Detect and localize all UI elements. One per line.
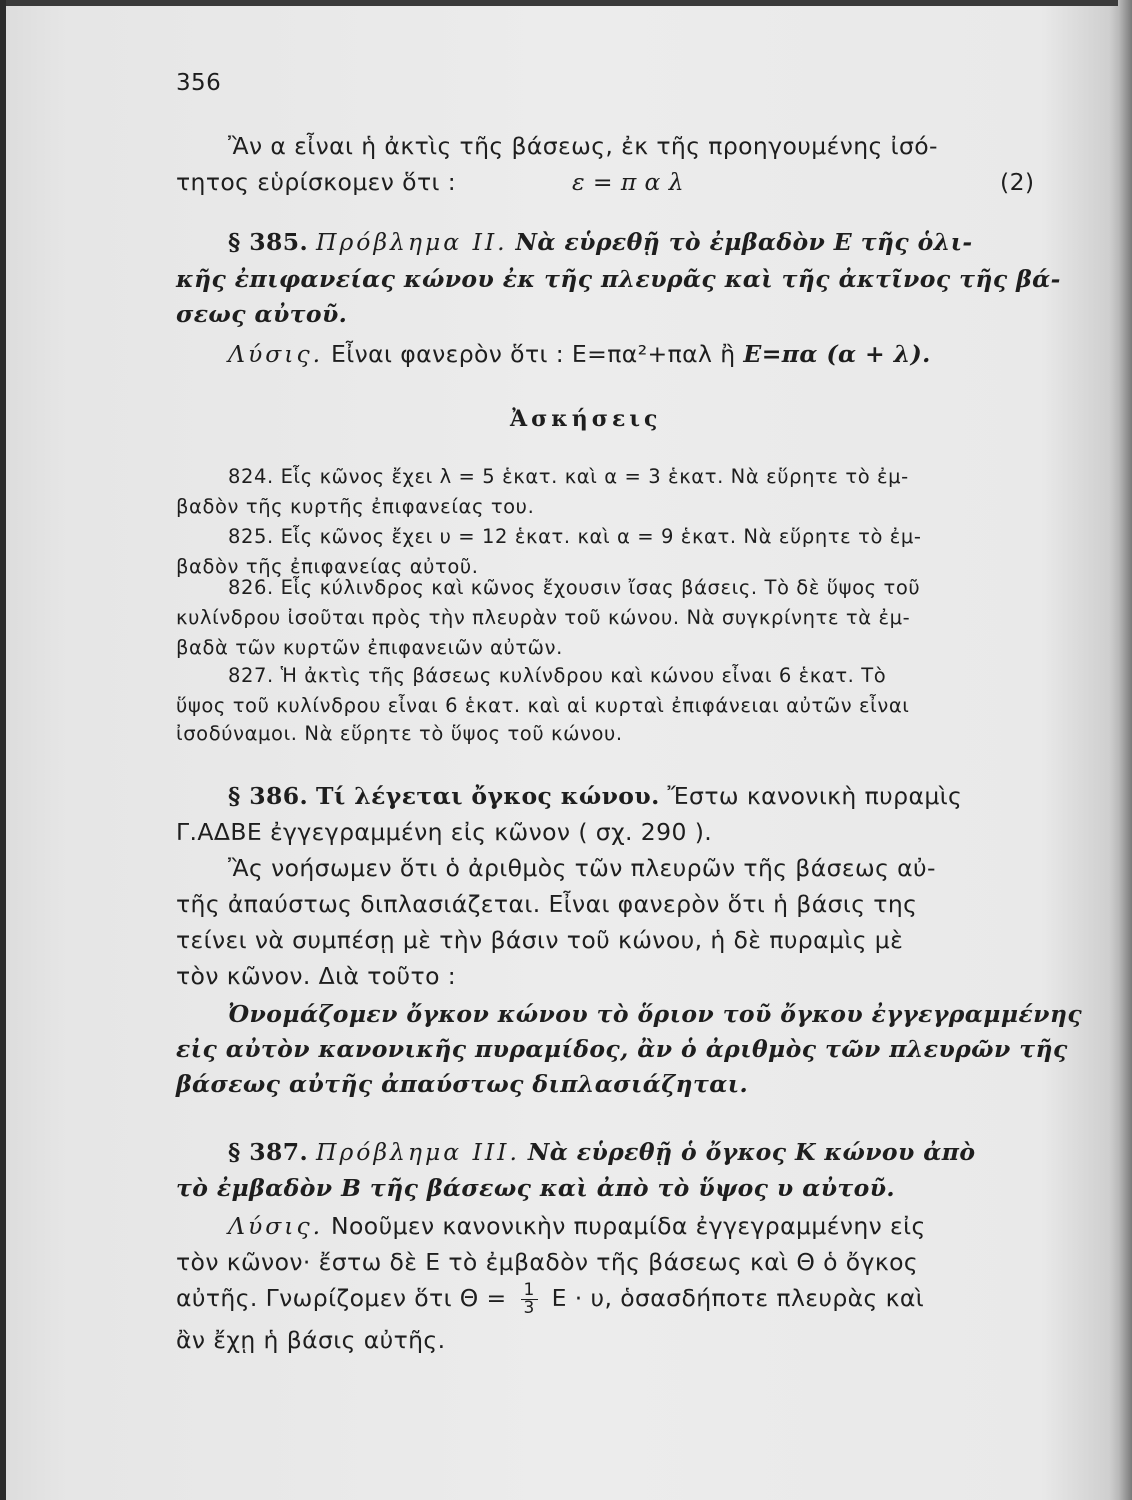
section-386-para-2: τῆς ἀπαύστως διπλασιάζεται. Εἶναι φανερὸν ὅτι ἡ βάσις της [176, 890, 918, 918]
section-385-text-1: Νὰ εὑρεθῇ τὸ ἐμβαδὸν Ε τῆς ὁλι- [515, 228, 973, 256]
intro-line-1: Ἂν α εἶναι ἡ ἀκτὶς τῆς βάσεως, ἐκ τῆς προηγουμένης ἰσό- [228, 132, 938, 160]
section-387-label: Πρόβλημα III. [315, 1138, 520, 1166]
solution-text: Εἶναι φανερὸν ὅτι : Ε=πα²+παλ ἢ [331, 340, 736, 368]
section-385-number: § 385. [228, 228, 309, 256]
solution-label: Λύσις. [228, 340, 324, 368]
section-386-para-3: τείνει νὰ συμπέσῃ μὲ τὴν βάσιν τοῦ κώνου, ἡ δὲ πυραμὶς μὲ [176, 926, 904, 954]
exercises-heading: Ἀσκήσεις [510, 406, 662, 432]
section-385-heading [228, 228, 973, 256]
exercise-line: ἰσοδύναμοι. Νὰ εὕρητε τὸ ὕψος τοῦ κώνου. [176, 722, 623, 745]
section-387-text-1: Νὰ εὑρεθῇ ὁ ὄγκος Κ κώνου ἀπὸ [527, 1138, 976, 1166]
section-386-heading [228, 782, 962, 810]
solution-label: Λύσις. [228, 1212, 324, 1240]
solution-text-1: Νοοῦμεν κανονικὴν πυραμίδα ἐγγεγραμμένην εἰς [331, 1212, 926, 1240]
section-386-para-1: Ἂς νοήσωμεν ὅτι ὁ ἀριθμὸς τῶν πλευρῶν τῆς βάσεως αὐ- [228, 854, 936, 882]
exercise-line: 827. Ἡ ἀκτὶς τῆς βάσεως κυλίνδρου καὶ κώνου εἶναι 6 ἑκατ. Τὸ [228, 664, 887, 687]
section-387-solution-1 [228, 1212, 926, 1240]
fraction-numerator: 1 [521, 1282, 538, 1300]
section-387-solution-4: ἂν ἔχῃ ἡ βάσις αὐτῆς. [176, 1326, 446, 1354]
section-385-solution [228, 340, 931, 368]
section-386-text-1: Ἔστω κανονικὴ πυραμὶς [667, 782, 963, 810]
section-385-label: Πρόβλημα II. [315, 228, 508, 256]
section-387-solution-2: τὸν κῶνον· ἔστω δὲ Ε τὸ ἐμβαδὸν τῆς βάσεως καὶ Θ ὁ ὄγκος [176, 1248, 919, 1276]
exercise-line: 825. Εἷς κῶνος ἔχει υ = 12 ἑκατ. καὶ α = 9 ἑκατ. Νὰ εὕρητε τὸ ἐμ- [228, 525, 922, 548]
section-386-title: Τί λέγεται ὄγκος κώνου. [315, 782, 660, 810]
exercise-line: κυλίνδρου ἰσοῦται πρὸς τὴν πλευρὰν τοῦ κώνου. Νὰ συγκρίνητε τὰ ἐμ- [176, 606, 911, 629]
definition-line-3: βάσεως αὐτῆς ἀπαύστως διπλασιάζηται. [176, 1070, 749, 1098]
section-387-solution-3 [176, 1278, 924, 1318]
section-386-para-4: τὸν κῶνον. Διὰ τοῦτο : [176, 962, 457, 990]
section-387-text-2: τὸ ἐμβαδὸν Β τῆς βάσεως καὶ ἀπὸ τὸ ὕψος υ αὐτοῦ. [176, 1174, 895, 1202]
section-385-text-3: σεως αὐτοῦ. [176, 300, 348, 328]
solution-formula: Ε=πα (α + λ). [743, 340, 931, 368]
exercise-line: βαδὰ τῶν κυρτῶν ἐπιφανειῶν αὐτῶν. [176, 636, 563, 659]
intro-formula: ε = π α λ [572, 168, 684, 196]
section-386-number: § 386. [228, 782, 309, 810]
intro-line-2 [176, 168, 456, 196]
solution-text-3b: Ε · υ, ὁσασδήποτε πλευρὰς καὶ [551, 1284, 925, 1312]
exercise-line: βαδὸν τῆς ἐπιφανείας αὐτοῦ. [176, 555, 479, 578]
section-387-heading [228, 1138, 975, 1166]
exercise-line: βαδὸν τῆς κυρτῆς ἐπιφανείας του. [176, 495, 535, 518]
page-number: 356 [176, 70, 222, 96]
exercise-line: 824. Εἷς κῶνος ἔχει λ = 5 ἑκατ. καὶ α = 3 ἑκατ. Νὰ εὕρητε τὸ ἐμ- [228, 465, 909, 488]
section-385-text-2: κῆς ἐπιφανείας κώνου ἐκ τῆς πλευρᾶς καὶ τῆς ἀκτῖνος τῆς βά- [176, 265, 1061, 293]
equation-number: (2) [1000, 168, 1035, 196]
section-387-number: § 387. [228, 1138, 309, 1166]
fraction-one-third [521, 1282, 538, 1317]
definition-line-1: Ὀνομάζομεν ὄγκον κώνου τὸ ὅριον τοῦ ὄγκου ἐγγεγραμμένης [228, 1000, 1083, 1028]
solution-text-3a: αὐτῆς. Γνωρίζομεν ὅτι Θ = [176, 1284, 507, 1312]
intro-text: τητος εὑρίσκομεν ὅτι : [176, 168, 457, 196]
definition-line-2: εἰς αὐτὸν κανονικῆς πυραμίδος, ἂν ὁ ἀριθμὸς τῶν πλευρῶν τῆς [176, 1035, 1068, 1063]
exercise-line: 826. Εἷς κύλινδρος καὶ κῶνος ἔχουσιν ἴσας βάσεις. Τὸ δὲ ὕψος τοῦ [228, 576, 921, 599]
exercise-line: ὕψος τοῦ κυλίνδρου εἶναι 6 ἑκατ. καὶ αἱ κυρταὶ ἐπιφάνειαι αὐτῶν εἶναι [176, 694, 910, 717]
fraction-denominator: 3 [523, 1298, 535, 1318]
section-386-text-2: Γ.ΑΔΒΕ ἐγγεγραμμένη εἰς κῶνον ( σχ. 290 ). [176, 818, 713, 846]
